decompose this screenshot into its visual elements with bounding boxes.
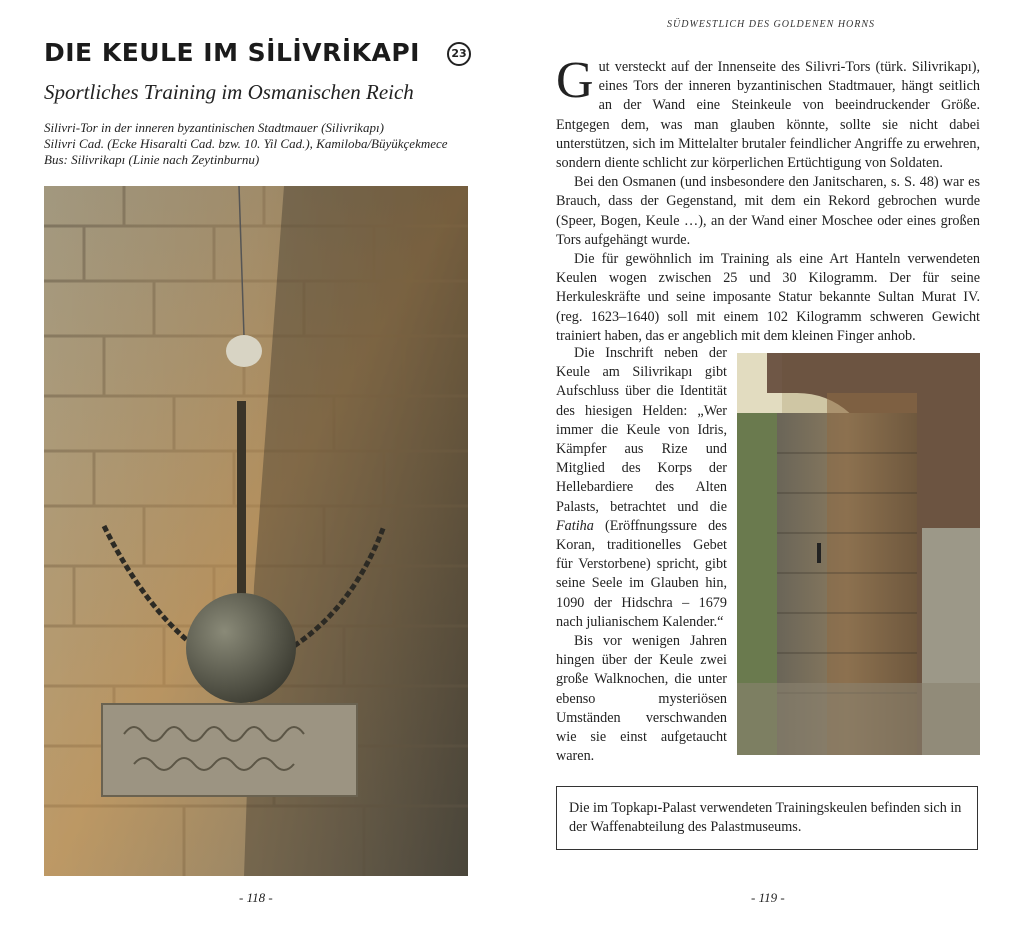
info-line-address: Silivri Cad. (Ecke Hisaralti Cad. bzw. 10. Yil Cad.), Kamiloba/Büyükçekmece: [44, 136, 448, 151]
chapter-subtitle: Sportliches Training im Osmanischen Reich: [44, 80, 414, 104]
info-line-bus: Bus: Silivrikapı (Linie nach Zeytinburnu): [44, 152, 260, 167]
paragraph-4-text-a: Die Inschrift neben der Keule am Silivrikapı gibt Aufschluss über die Identität des hiesigen Helden: „Wer immer die Keule von Idris, Kämpfer aus Rize und Mitglied des Korps der Hellebardiere des Alten Palasts, betrachtet und die: [556, 345, 727, 515]
paragraph-1: [556, 52, 980, 173]
paragraph-4-text-b: (Eröffnungssure des Koran, traditionelles Gebet für Verstorbene) spricht, gibt seine Seele im Glauben hin, 1090 der Hidschra – 1679 nach julianischem Kalender.“: [556, 517, 727, 630]
right-page: [512, 0, 1024, 927]
location-info: [44, 120, 448, 168]
info-note-box: Die im Topkapı-Palast verwendeten Trainingskeulen befinden sich in der Waffenabteilung des Palastmuseums.: [556, 786, 978, 850]
paragraph-3: Die für gewöhnlich im Training als eine Art Hanteln verwendeten Keulen wogen zwischen 25 und 30 Kilogramm. Der für seine Herkuleskräfte und seine imposante Statur bekannte Sultan Murat IV. (reg. 1623–1640) soll mit einem 102 Kilogramm schweren Gewicht trainiert haben, das er angeblich mit dem kleinen Finger anhob.: [556, 251, 980, 344]
body-text: [556, 52, 980, 346]
drop-cap: G: [556, 52, 594, 109]
info-line-location: Silivri-Tor in der inneren byzantinischen Stadtmauer (Silivrikapı): [44, 120, 384, 135]
paragraph-4-italic: Fatiha: [556, 517, 594, 534]
stone-club-photo: [44, 186, 468, 876]
paragraph-1-text: ut versteckt auf der Innenseite des Silivri-Tors (türk. Silivrikapı), eines Tors der inneren byzantinischen Stadtmauer, hängt seitlich an der Wand eine Steinkeule von beeindruckender Größe. Entgegen dem, was man glauben könnte, sollte sie nicht dabei unterstützen, sich im Mittelalter brutaler feindlicher Angriffe zu erwehren, sondern diente schlicht zur körperlichen Ertüchtigung von Soldaten.: [556, 59, 980, 172]
running-head: SÜDWESTLICH DES GOLDENEN HORNS: [667, 19, 876, 30]
chapter-title: DIE KEULE IM SİLİVRİKAPI: [44, 38, 420, 67]
narrow-column-text: [556, 344, 727, 766]
page-number-right: - 119 -: [751, 890, 785, 905]
page-number-left: - 118 -: [239, 890, 273, 905]
chapter-number-badge: 23: [447, 42, 471, 66]
paragraph-2: Bei den Osmanen (und insbesondere den Janitscharen, s. S. 48) war es Brauch, dass der Gegenstand, mit dem ein Rekord gebrochen wurde (Speer, Bogen, Keule …), an der Wand einer Moschee oder eines großen Tors aufgehängt wurde.: [556, 174, 980, 248]
paragraph-4: [556, 344, 727, 632]
paragraph-5: Bis vor wenigen Jahren hingen über der Keule zwei große Walknochen, die unter ebenso mysteriösen Umständen verschwanden wie sie einst aufgetaucht waren.: [556, 633, 727, 765]
gate-arch-photo: [737, 353, 980, 755]
